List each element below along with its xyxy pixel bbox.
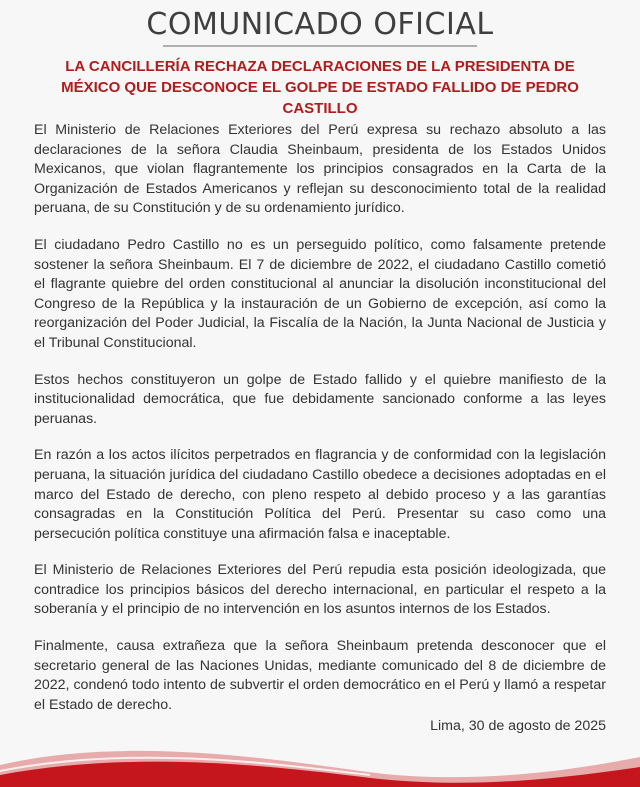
paragraph-6: Finalmente, causa extrañeza que la señora Sheinbaum pretenda desconocer que el secretario general de las Naciones Unidas, mediante comunicado del 8 de diciembre de 2022, condenó todo intento de subvertir el orden democrático en el Perú y llamó a respetar el Estado de derecho. <box>34 638 606 713</box>
statement-body <box>34 121 606 732</box>
title-divider <box>163 45 477 47</box>
paragraph-2: El ciudadano Pedro Castillo no es un perseguido político, como falsamente pretende sostener la señora Sheinbaum. El 7 de diciembre de 2022, el ciudadano Castillo cometió el flagrante quiebre del orden constitucional al anunciar la disolución inconstitucional del Congreso de la República y la instauración de un Gobierno de excepción, así como la reorganización del Poder Judicial, la Fiscalía de la Nación, la Junta Nacional de Justicia y el Tribunal Constitucional. <box>34 236 606 351</box>
paragraph-1: El Ministerio de Relaciones Exteriores del Perú expresa su rechazo absoluto a las declaraciones de la señora Claudia Sheinbaum, presidenta de los Estados Unidos Mexicanos, que violan flagrantemente los principios consagrados en la Carta de la Organización de Estados Americanos y reflejan su desconocimiento total de la realidad peruana, de su Constitución y de su ordenamiento jurídico. <box>34 122 606 217</box>
paragraph-3: Estos hechos constituyeron un golpe de Estado fallido y el quiebre manifiesto de la institucionalidad democrática, que fue debidamente sancionado conforme a las leyes peruanas. <box>34 371 606 427</box>
paragraph-5: El Ministerio de Relaciones Exteriores del Perú repudia esta posición ideologizada, que contradice los principios básicos del derecho internacional, en particular el respeto a la soberanía y el principio de no intervención en los asuntos internos de los Estados. <box>34 562 606 618</box>
place-date-signature: Lima, 30 de agosto de 2025 <box>430 718 606 734</box>
red-wave-decoration <box>0 727 640 787</box>
paragraph-4: En razón a los actos ilícitos perpetrados en flagrancia y de conformidad con la legislación peruana, la situación jurídica del ciudadano Castillo obedece a decisiones adoptadas en el marco del Estado de derecho, con pleno respeto al debido proceso y a las garantías consagradas en la Constitución Política del Perú. Presentar su caso como una persecución política constituye una afirmación falsa e inaceptable. <box>34 447 606 542</box>
headline: LA CANCILLERÍA RECHAZA DECLARACIONES DE LA PRESIDENTA DE MÉXICO QUE DESCONOCE EL GOLPE DE ESTADO FALLIDO DE PEDRO CASTILLO <box>61 58 579 117</box>
page-title: COMUNICADO OFICIAL <box>146 7 494 42</box>
